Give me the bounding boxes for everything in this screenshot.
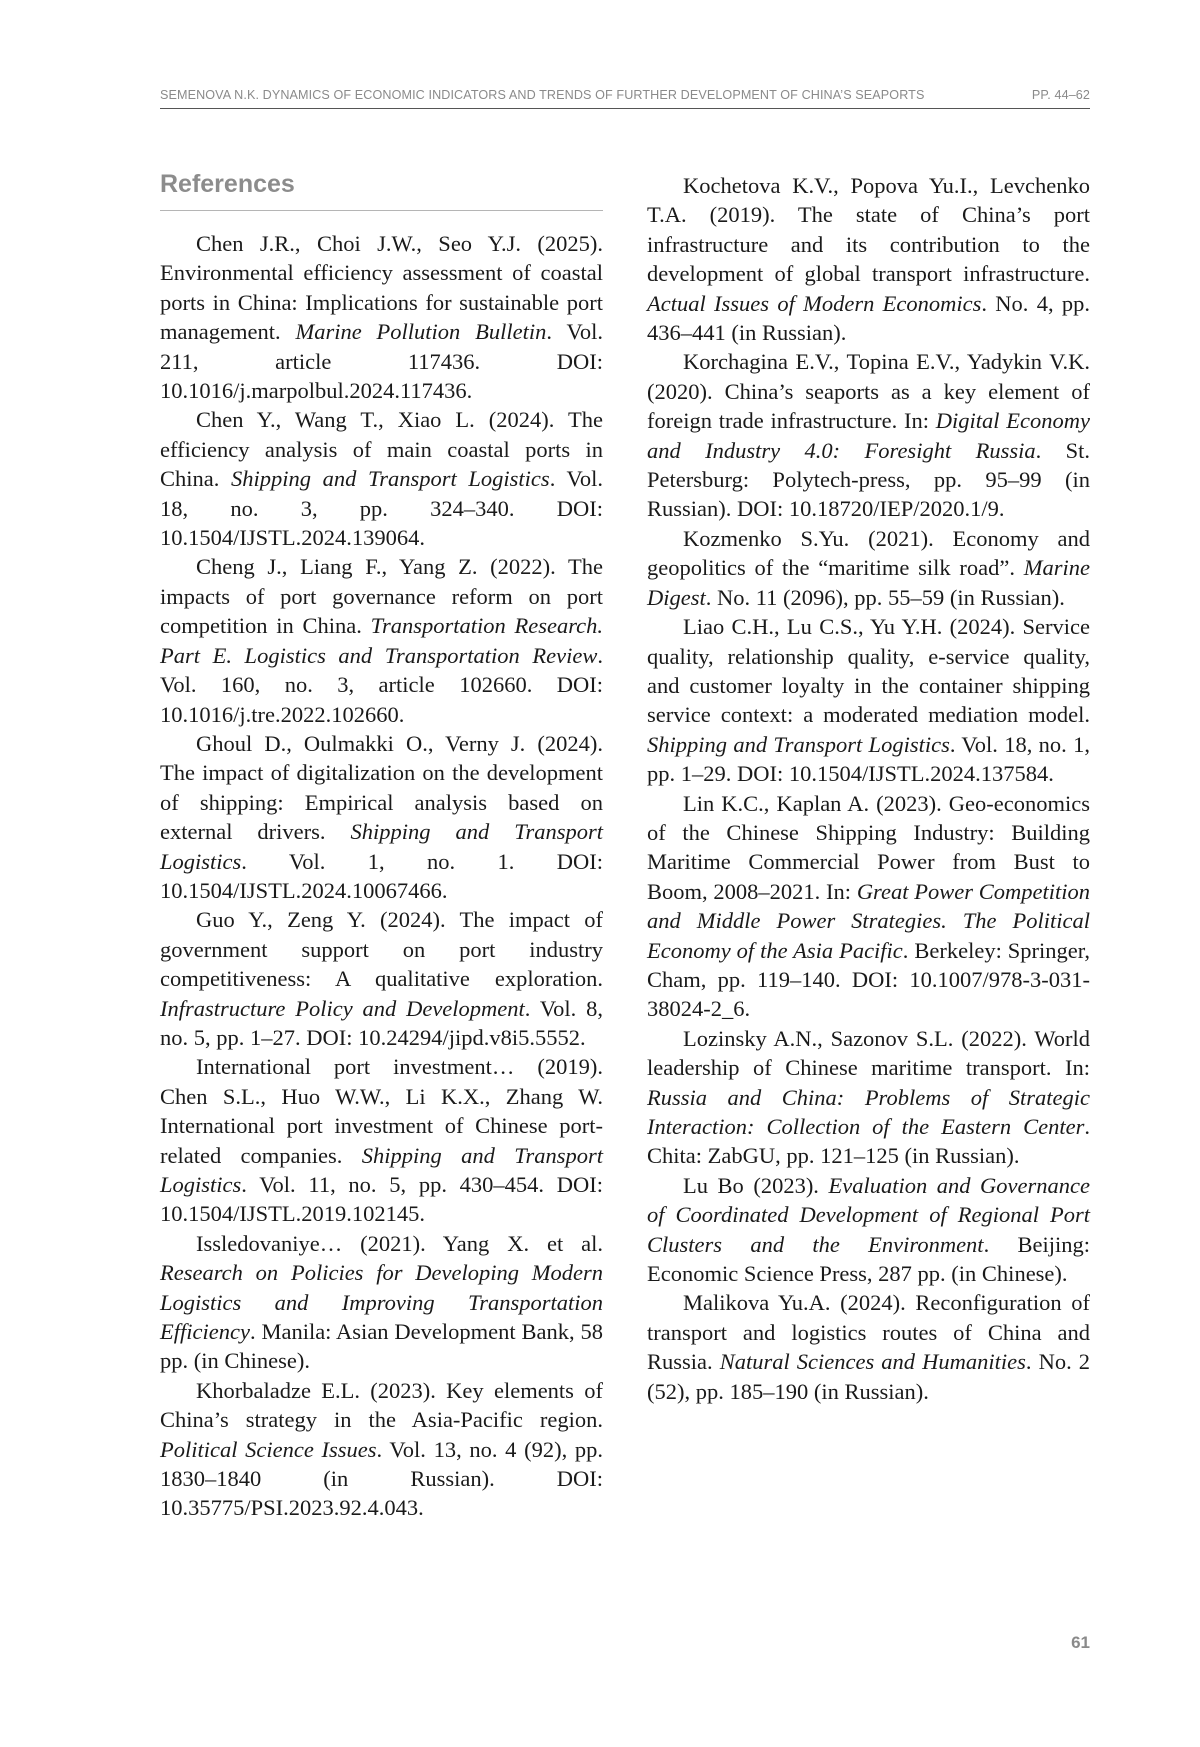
reference-entry: Lozinsky A.N., Sazonov S.L. (2022). World leadership of Chinese maritime transport. In: Russia and China: Problems of Strategic Interaction: Collection of the Eastern Center. Chita: ZabGU, pp. 121–125 (in Russian). xyxy=(647,1025,1090,1169)
page-number: 61 xyxy=(1071,1633,1090,1652)
reference-entry: Khorbaladze E.L. (2023). Key elements of China’s strategy in the Asia-Pacific region. Political Science Issues. Vol. 13, no. 4 (92), pp. 1830–1840 (in Russian). DOI: 10.35775/PSI.2023.92.4.043. xyxy=(160,1377,603,1521)
references-column-left xyxy=(160,229,603,1523)
reference-entry: Lin K.C., Kaplan A. (2023). Geo-economics of the Chinese Shipping Industry: Building Maritime Commercial Power from Bust to Boom, 2008–2021. In: Great Power Competition and Middle Power Strategies. The Political Economy of the Asia Pacific. Berkeley: Springer, Cham, pp. 119–140. DOI: 10.1007/978-3-031-38024-2_6. xyxy=(647,790,1090,1022)
header-divider xyxy=(160,108,1090,109)
reference-entry: Issledovaniye… (2021). Yang X. et al. Research on Policies for Developing Modern Logistics and Improving Transportation Efficiency. Manila: Asian Development Bank, 58 pp. (in Chinese). xyxy=(160,1230,603,1374)
reference-entry: Guo Y., Zeng Y. (2024). The impact of government support on port industry competitiveness: A qualitative exploration. Infrastructure Policy and Development. Vol. 8, no. 5, pp. 1–27. DOI: 10.24294/jipd.v8i5.5552. xyxy=(160,907,603,1050)
reference-entry: Ghoul D., Oulmakki O., Verny J. (2024). The impact of digitalization on the development of shipping: Empirical analysis based on external drivers. Shipping and Transport Logistics. Vol. 1, no. 1. DOI: 10.1504/IJSTL.2024.10067466. xyxy=(160,730,604,903)
reference-entry: Cheng J., Liang F., Yang Z. (2022). The impacts of port governance reform on port competition in China. Transportation Research. Part E. Logistics and Transportation Review. Vol. 160, no. 3, article 102660. DOI: 10.1016/j.tre.2022.102660. xyxy=(160,554,603,727)
references-column-right xyxy=(647,171,1090,1406)
reference-entry: Chen Y., Wang T., Xiao L. (2024). The efficiency analysis of main coastal ports in China. Shipping and Transport Logistics. Vol. 18, no. 3, pp. 324–340. DOI: 10.1504/IJSTL.2024.139064. xyxy=(160,407,604,551)
running-title: SEMENOVA N.K. DYNAMICS OF ECONOMIC INDICATORS AND TRENDS OF FURTHER DEVELOPMENT OF CHINA’S SEAPORTS xyxy=(160,88,925,102)
references-heading: References xyxy=(160,170,295,198)
reference-entry: Lu Bo (2023). Evaluation and Governance of Coordinated Development of Regional Port Clusters and the Environment. Beijing: Economic Science Press, 287 pp. (in Chinese). xyxy=(647,1172,1090,1287)
reference-entry: Chen J.R., Choi J.W., Seo Y.J. (2025). Environmental efficiency assessment of coastal ports in China: Implications for sustainable port management. Marine Pollution Bulletin. Vol. 211, article 117436. DOI: 10.1016/j.marpolbul.2024.117436. xyxy=(160,231,603,404)
page-range: PP. 44–62 xyxy=(1031,88,1090,102)
reference-entry: Liao C.H., Lu C.S., Yu Y.H. (2024). Service quality, relationship quality, e-service quality, and customer loyalty in the container shipping service context: a moderated mediation model. Shipping and Transport Logistics. Vol. 18, no. 1, pp. 1–29. DOI: 10.1504/IJSTL.2024.137584. xyxy=(647,614,1090,787)
running-header xyxy=(160,88,1090,102)
references-heading-rule xyxy=(160,210,603,211)
reference-entry: International port investment… (2019). Chen S.L., Huo W.W., Li K.X., Zhang W. International port investment of Chinese port-related companies. Shipping and Transport Logistics. Vol. 11, no. 5, pp. 430–454. DOI: 10.1504/IJSTL.2019.102145. xyxy=(160,1054,603,1227)
reference-entry: Kochetova K.V., Popova Yu.I., Levchenko T.A. (2019). The state of China’s port infrastructure and its contribution to the development of global transport infrastructure. Actual Issues of Modern Economics. No. 4, pp. 436–441 (in Russian). xyxy=(647,173,1091,346)
reference-entry: Kozmenko S.Yu. (2021). Economy and geopolitics of the “maritime silk road”. Marine Digest. No. 11 (2096), pp. 55–59 (in Russian). xyxy=(647,525,1090,610)
reference-entry: Korchagina E.V., Topina E.V., Yadykin V.K. (2020). China’s seaports as a key element of foreign trade infrastructure. In: Digital Economy and Industry 4.0: Foresight Russia. St. Petersburg: Polytech-press, pp. 95–99 (in Russian). DOI: 10.18720/IEP/2020.1/9. xyxy=(647,349,1090,522)
reference-entry: Malikova Yu.A. (2024). Reconfiguration of transport and logistics routes of China and Russia. Natural Sciences and Humanities. No. 2 (52), pp. 185–190 (in Russian). xyxy=(647,1290,1091,1404)
